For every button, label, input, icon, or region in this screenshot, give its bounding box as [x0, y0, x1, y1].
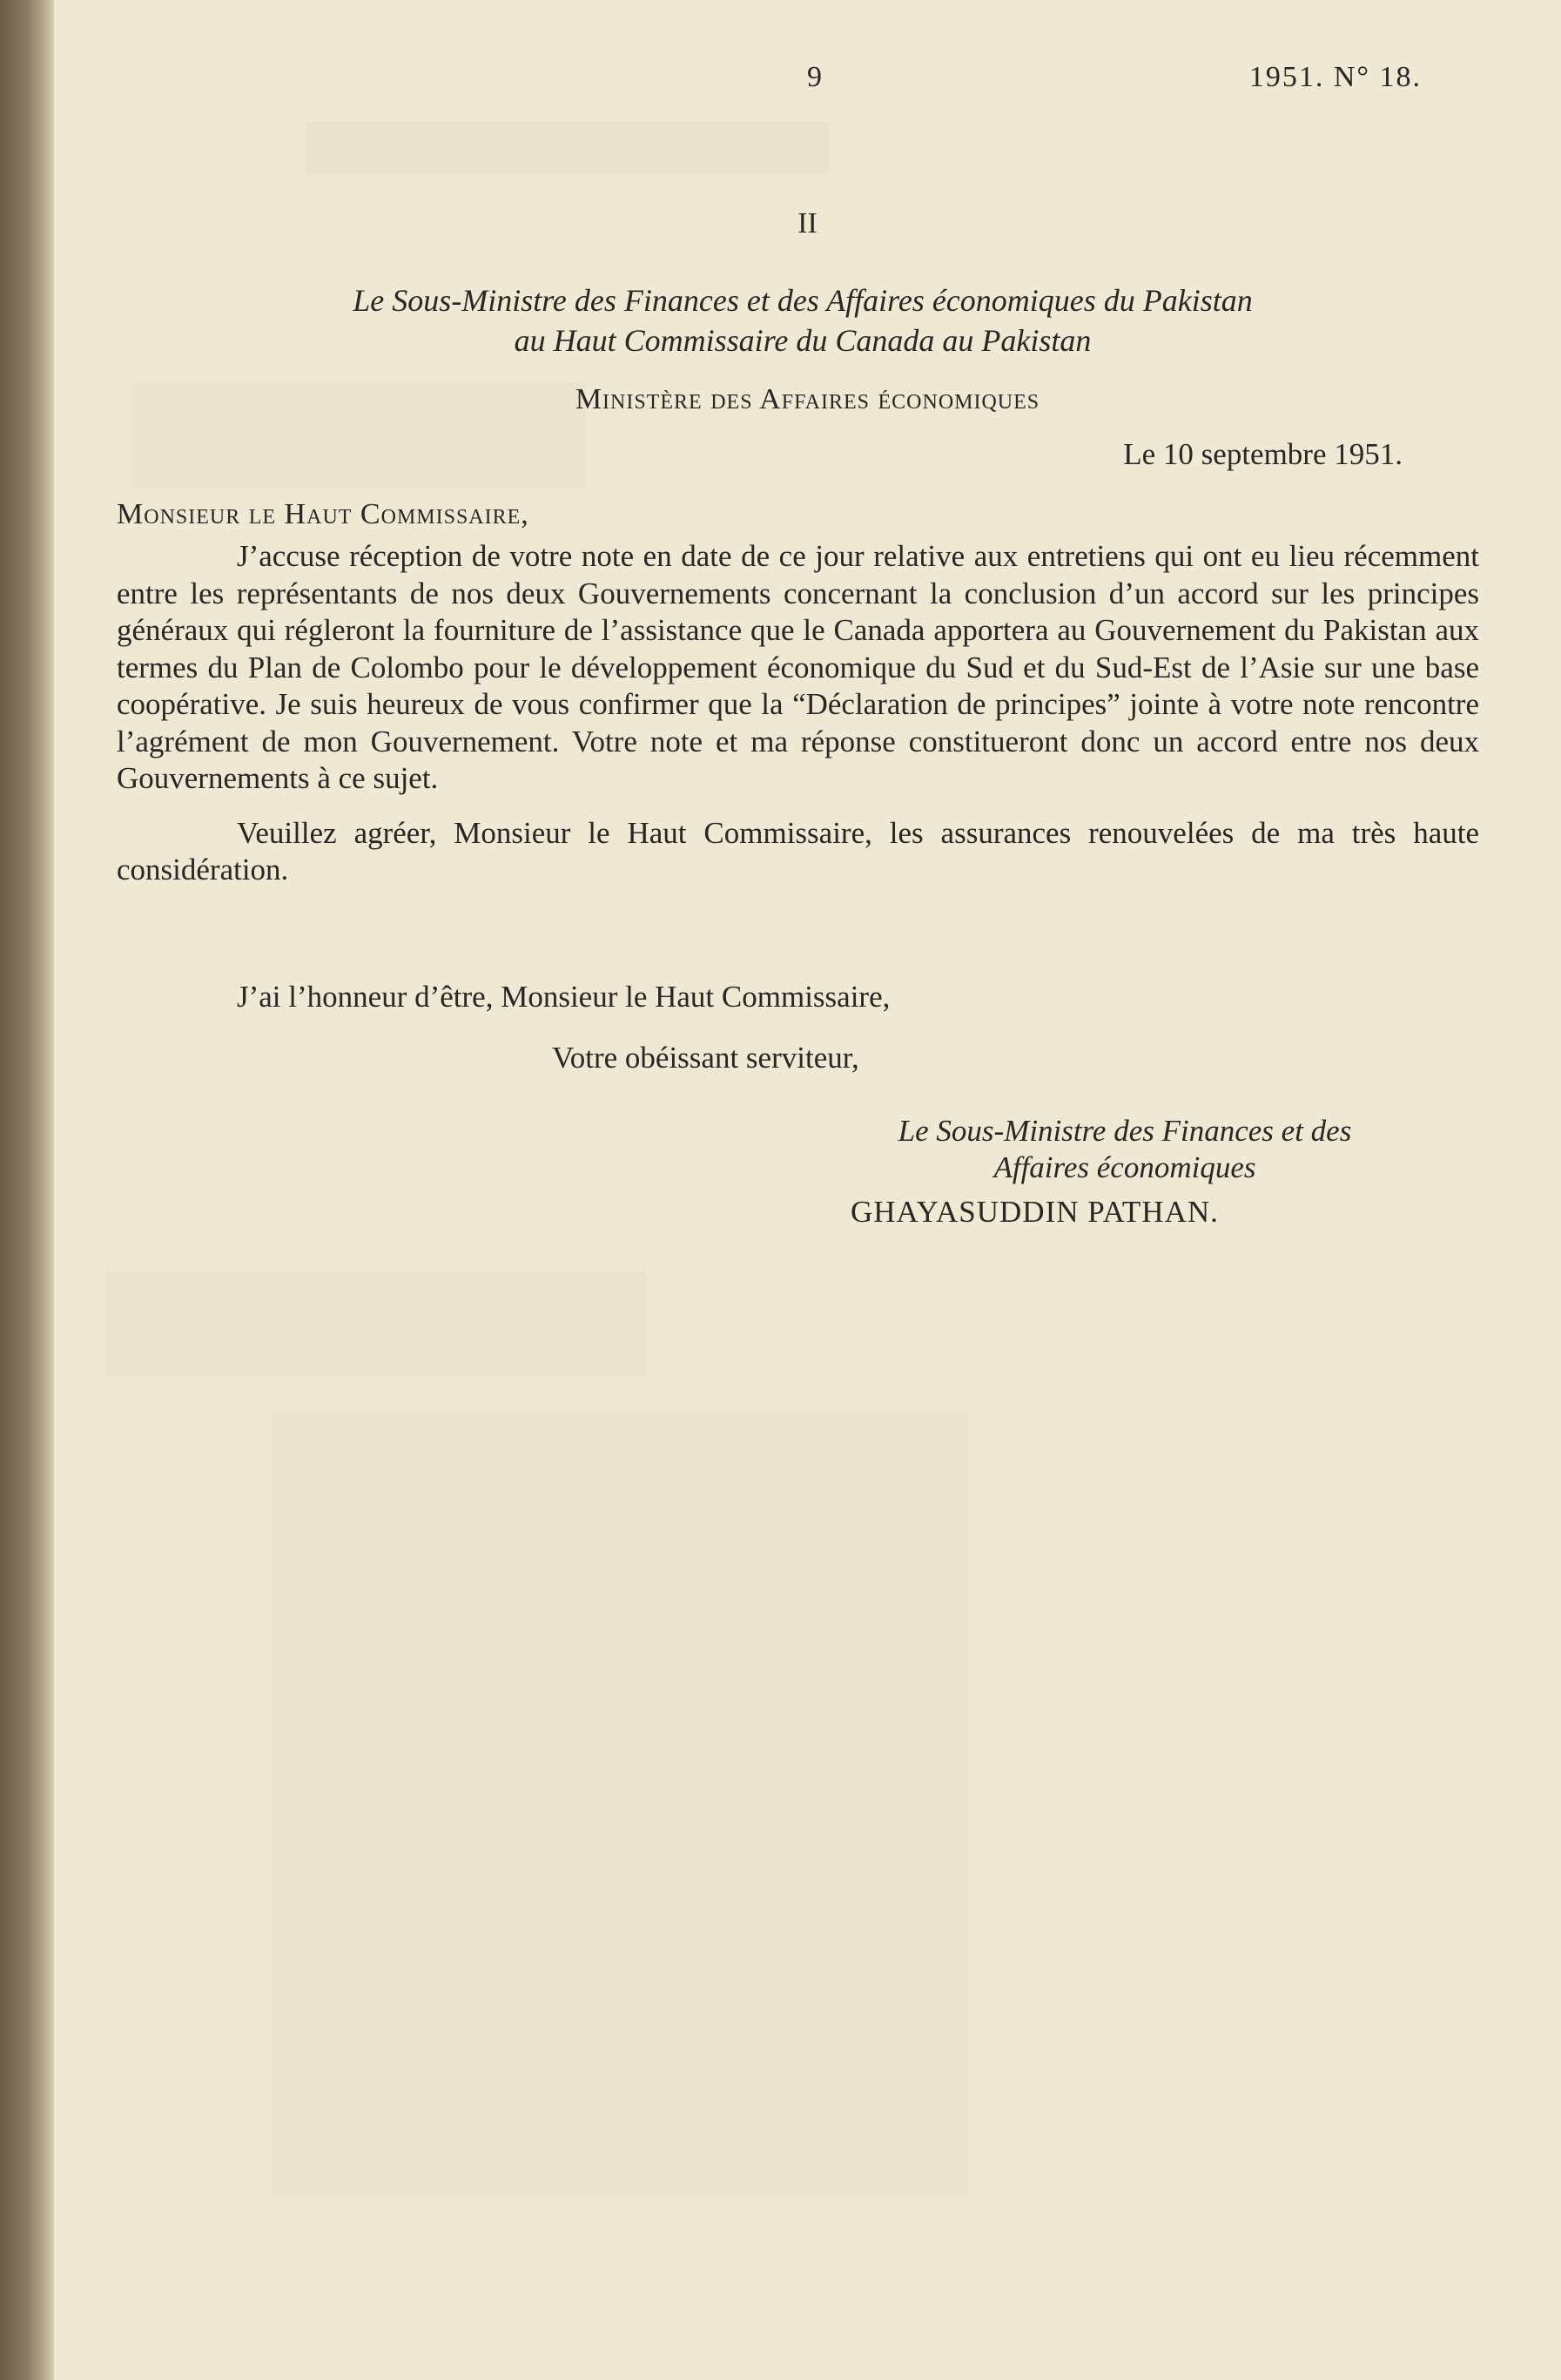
section-number: II	[797, 207, 818, 239]
signatory-name: GHAYASUDDIN PATHAN.	[851, 1195, 1219, 1229]
signatory-title-line: Le Sous-Ministre des Finances et des	[898, 1114, 1352, 1148]
letter-date: Le 10 septembre 1951.	[1123, 437, 1403, 471]
closing-signoff: Votre obéissant serviteur,	[552, 1041, 859, 1075]
treaty-series-number: 1951. N° 18.	[1248, 61, 1422, 93]
salutation: Monsieur le Haut Commissaire,	[117, 498, 529, 530]
body-paragraph: J’accuse réception de votre note en date de ce jour relative aux entretiens qui ont eu lieu récemment entre les représentants de nos deux Gouvernements concernant la conclusion d’un accord sur les principes généraux qui régleront la fourniture de l’assistance que le Canada apportera au Gouvernement du Pakistan aux termes du Plan de Colombo pour le développement économique du Sud et du Sud-Est de l’Asie sur une base coopérative. Je suis heureux de vous confirmer que la “Déclaration de principes” jointe à votre note rencontre l’agrément de mon Gouvernement. Votre note et ma réponse constitueront donc un accord entre nos deux Gouvernements à ce sujet.	[117, 539, 1479, 795]
facing-page-fragment	[0, 0, 52, 2380]
heading-line: au Haut Commissaire du Canada au Pakistan	[514, 323, 1092, 358]
document-page	[54, 0, 1561, 2380]
signatory-title-line: Affaires économiques	[993, 1150, 1256, 1184]
letter-heading	[106, 280, 1499, 361]
ministry-name: Ministère des Affaires économiques	[575, 383, 1040, 415]
signatory-title	[768, 1113, 1482, 1186]
heading-line: Le Sous-Ministre des Finances et des Affaires économiques du Pakistan	[353, 283, 1253, 318]
bleed-through-texture	[106, 1271, 646, 1376]
body-paragraph: Veuillez agréer, Monsieur le Haut Commissaire, les assurances renouvelées de ma très haute considération.	[117, 815, 1479, 887]
letter-body	[117, 538, 1479, 889]
bleed-through-texture	[306, 122, 829, 174]
bleed-through-texture	[272, 1411, 968, 2195]
page-number: 9	[807, 61, 823, 93]
closing-formula: J’ai l’honneur d’être, Monsieur le Haut Commissaire,	[237, 980, 891, 1014]
